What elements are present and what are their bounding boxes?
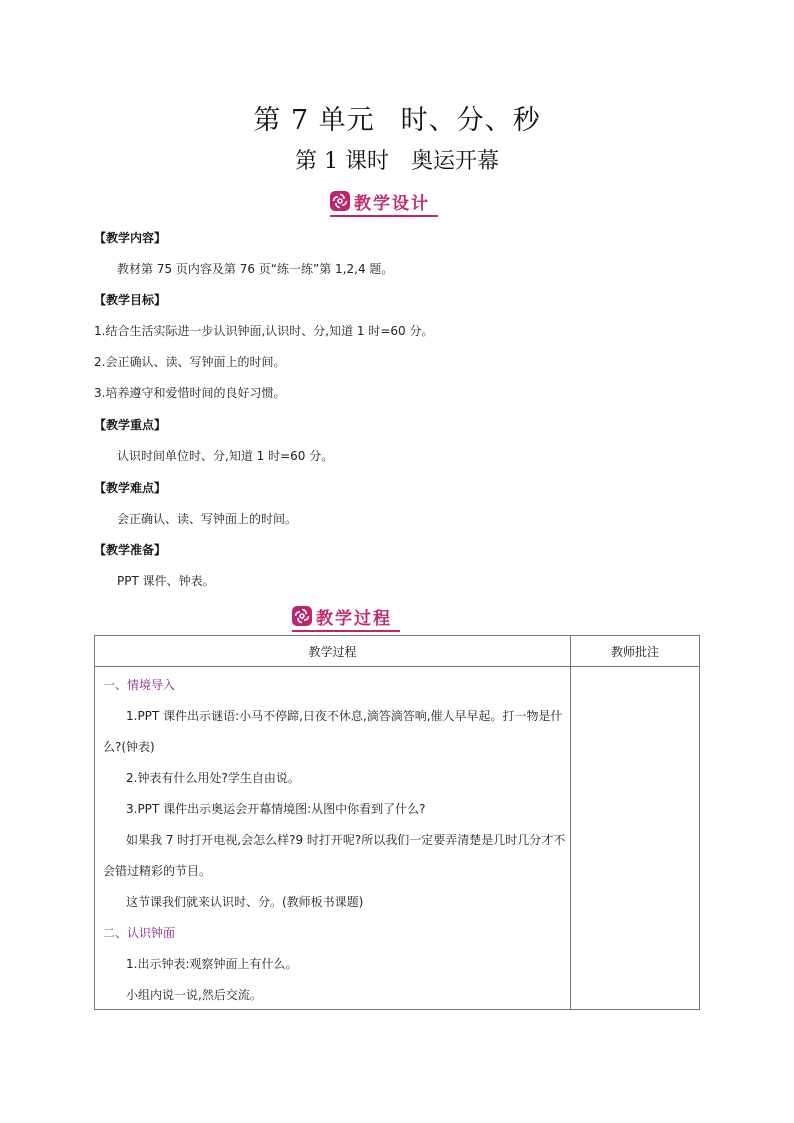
key-heading: 【教学重点】 <box>94 418 167 432</box>
process-table <box>94 635 700 1010</box>
difficulty-text: 会正确认、读、写钟面上的时间。 <box>117 512 298 526</box>
prep-text: PPT 课件、钟表。 <box>117 574 215 588</box>
process-line: 3.PPT 课件出示奥运会开幕情境图:从图中你看到了什么? <box>126 802 426 816</box>
goal-item: 3.培养遵守和爱惜时间的良好习惯。 <box>94 386 286 400</box>
flower-icon <box>330 191 350 211</box>
goal-item: 1.结合生活实际进一步认识钟面,认识时、分,知道 1 时=60 分。 <box>94 324 434 338</box>
unit-name: 时、分、秒 <box>400 105 541 136</box>
lesson-label: 第 1 课时 <box>295 149 389 174</box>
design-banner <box>330 190 430 212</box>
lesson-name: 奥运开幕 <box>410 149 499 174</box>
process-line: 1.PPT 课件出示谜语:小马不停蹄,日夜不休息,滴答滴答响,催人早早起。打一物是什 <box>126 709 563 723</box>
lesson-title <box>0 144 794 175</box>
content-heading: 【教学内容】 <box>94 231 167 245</box>
unit-title <box>0 98 794 137</box>
process-line: 1.出示钟表:观察钟面上有什么。 <box>126 957 298 971</box>
process-cell <box>95 667 571 1010</box>
header-notes: 教师批注 <box>571 636 700 667</box>
prep-heading: 【教学准备】 <box>94 543 167 557</box>
goals-heading: 【教学目标】 <box>94 293 167 307</box>
process-line: 这节课我们就来认识时、分。(教师板书课题) <box>126 895 364 909</box>
notes-cell[interactable] <box>571 667 700 1010</box>
process-line: 如果我 7 时打开电视,会怎么样?9 时打开呢?所以我们一定要弄清楚是几时几分才不 <box>126 833 566 847</box>
unit-label: 第 7 单元 <box>253 105 375 136</box>
step-heading: 二、认识钟面 <box>103 926 176 940</box>
flower-icon <box>292 606 312 626</box>
process-banner-text: 教学过程 <box>316 608 392 629</box>
difficulty-heading: 【教学难点】 <box>94 481 167 495</box>
header-process: 教学过程 <box>95 636 571 667</box>
process-banner <box>292 605 392 627</box>
banner-underline <box>292 630 400 632</box>
step-heading: 一、情境导入 <box>103 678 176 692</box>
process-line: 么?(钟表) <box>103 740 155 754</box>
design-banner-text: 教学设计 <box>354 193 430 214</box>
key-text: 认识时间单位时、分,知道 1 时=60 分。 <box>117 449 334 463</box>
goal-item: 2.会正确认、读、写钟面上的时间。 <box>94 355 286 369</box>
process-line: 小组内说一说,然后交流。 <box>126 988 262 1002</box>
table-row <box>95 667 700 1010</box>
content-text: 教材第 75 页内容及第 76 页“练一练”第 1,2,4 题。 <box>117 262 394 276</box>
banner-underline <box>330 215 438 217</box>
table-header-row <box>95 636 700 667</box>
process-line: 2.钟表有什么用处?学生自由说。 <box>126 771 300 785</box>
process-line: 会错过精彩的节目。 <box>103 864 212 878</box>
